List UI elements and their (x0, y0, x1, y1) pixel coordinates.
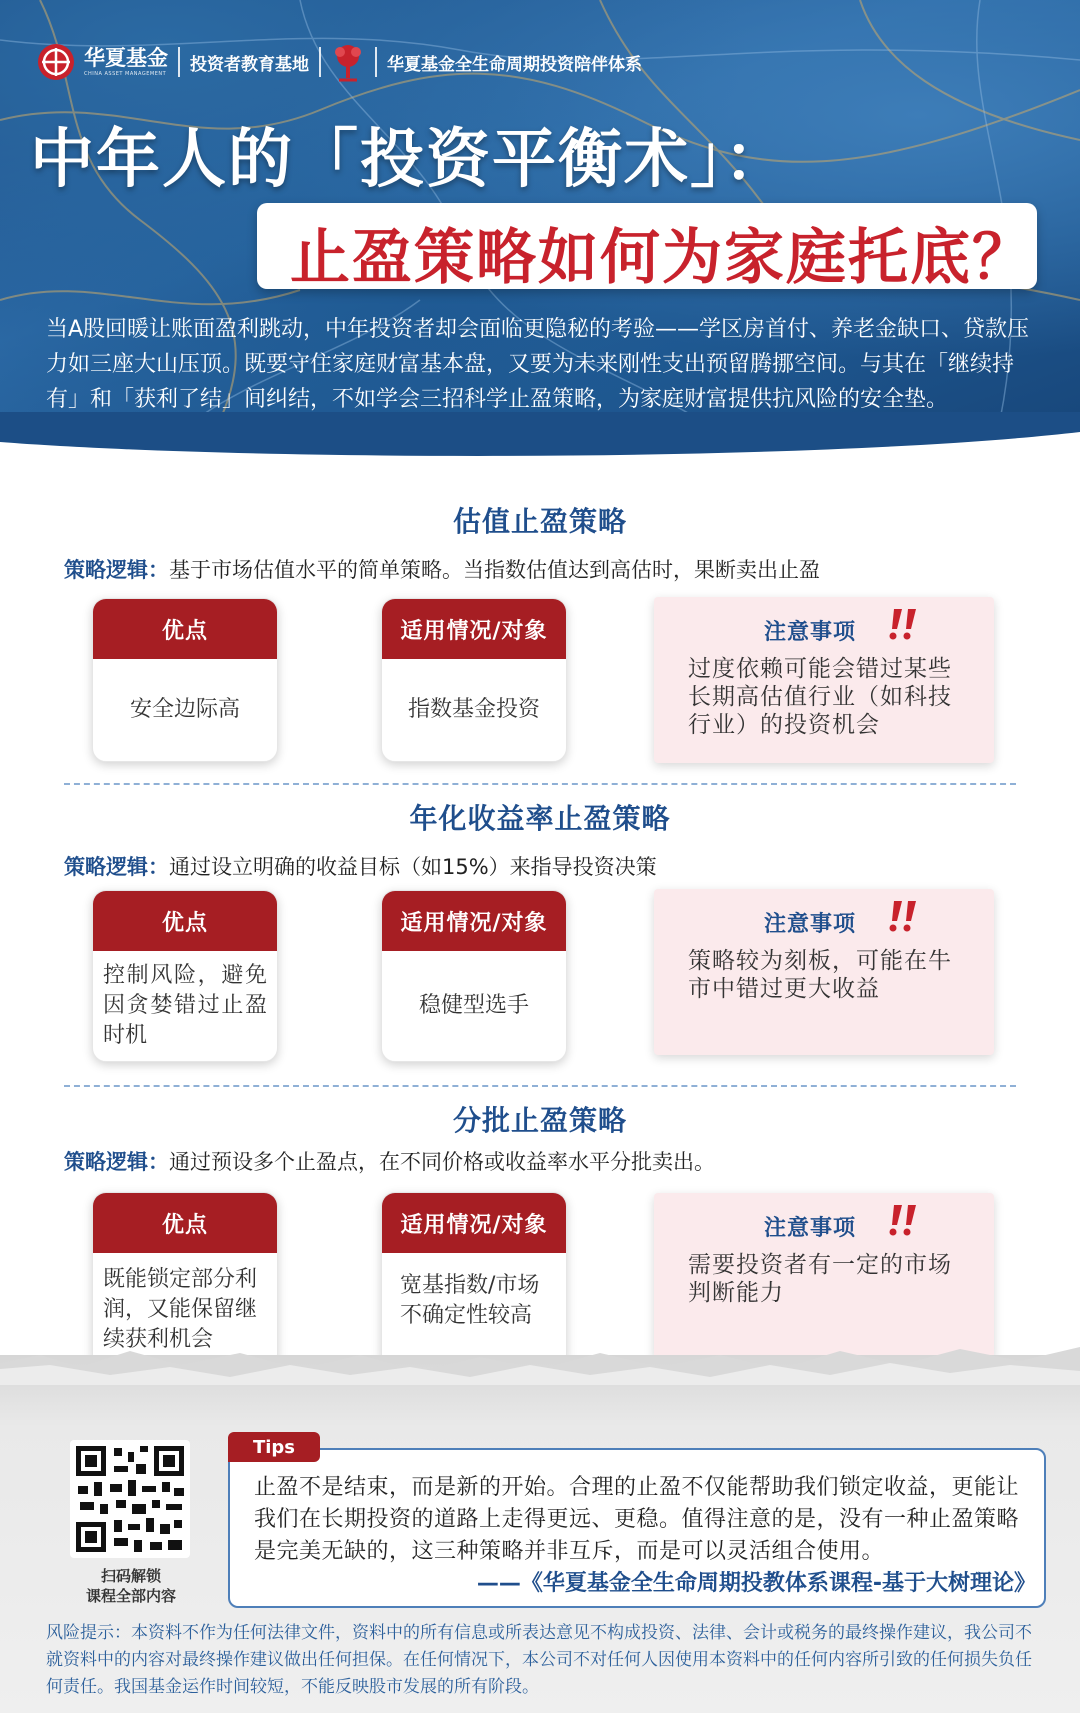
caution-text: 需要投资者有一定的市场判断能力 (688, 1252, 952, 1306)
hero-banner (0, 0, 1080, 460)
pros-text: 安全边际高 (129, 697, 240, 722)
qr-code-image (70, 1440, 190, 1558)
qr-code[interactable] (70, 1440, 190, 1558)
caution-header: 注意事项 (764, 912, 857, 937)
qr-caption: 扫码解锁 课程全部内容 (85, 1567, 176, 1605)
caution-header: 注意事项 (764, 1216, 857, 1241)
strategy-logic (64, 1146, 715, 1176)
strategy-logic (64, 851, 657, 881)
fit-header: 适用情况/对象 (382, 891, 566, 951)
torn-edge (0, 1325, 1080, 1385)
fit-card (381, 598, 567, 762)
pros-text: 既能锁定部分利润，又能保留继续获利机会 (103, 1267, 258, 1352)
title-line-2: 止盈策略如何为家庭托底？ (290, 223, 1034, 293)
brand-name: 华夏基金 (84, 45, 168, 70)
section-divider (64, 1085, 1016, 1087)
pros-header: 优点 (93, 1193, 277, 1253)
caution-text: 过度依赖可能会错过某些长期高估值行业（如科技行业）的投资机会 (688, 656, 952, 738)
brand-name-group (76, 45, 168, 77)
tips-signature: ——《华夏基金全生命周期投教体系课程-基于大树理论》 (476, 1571, 1036, 1596)
investor-education-base-label: 投资者教育基地 (190, 54, 309, 75)
logic-key: 策略逻辑： (64, 855, 169, 879)
hero-bottom-curve (0, 412, 1080, 472)
caution-card (654, 597, 994, 763)
double-exclamation-icon (884, 1201, 920, 1241)
tips-text: 止盈不是结束，而是新的开始。合理的止盈不仅能帮助我们锁定收益，更能让我们在长期投资的道路上走得更远、更稳。值得注意的是，没有一种止盈策略是完美无缺的，这三种策略并非互斥，而是可以灵活组合使用。 (254, 1475, 1020, 1564)
fit-text: 宽基指数/市场不确定性较高 (400, 1273, 540, 1328)
section-title: 分批止盈策略 (452, 1104, 627, 1137)
risk-disclaimer: 风险提示：本资料不作为任何法律文件，资料中的所有信息或所表达意见不构成投资、法律、会计或税务的最终操作建议，我公司不就资料中的内容对最终操作建议做出任何担保。在任何情况下，本公司不对任何人因使用本资料中的任何内容所引致的任何损失负任何责任。我国基金运作时间较短，不能反映股市发展的所有阶段。 (46, 1623, 1032, 1697)
fit-header: 适用情况/对象 (382, 599, 566, 659)
strategy-logic (64, 554, 820, 584)
fit-text: 稳健型选手 (418, 993, 529, 1018)
divider (319, 47, 321, 77)
tips-tag: Tips (228, 1432, 320, 1462)
huaxia-logo-icon (36, 42, 76, 82)
brand-row (36, 40, 642, 84)
pros-card (92, 890, 278, 1062)
brand-subtitle: CHINA ASSET MANAGEMENT (84, 70, 167, 77)
pros-header: 优点 (93, 891, 277, 951)
section-title: 年化收益率止盈策略 (409, 802, 671, 835)
intro-paragraph: 当A股回暖让账面盈利跳动，中年投资者却会面临更隐秘的考验——学区房首付、养老金缺口、贷款压力如三座大山压顶。既要守住家庭财富基本盘，又要为未来刚性支出预留腾挪空间。与其在「继续持有」和「获利了结」间纠结，不如学会三招科学止盈策略，为家庭财富提供抗风险的安全垫。 (46, 317, 1030, 412)
double-exclamation-icon (884, 605, 920, 645)
fit-card (381, 890, 567, 1062)
title-line-1: 中年人的「投资平衡术」： (30, 123, 790, 197)
tree-logo-icon (331, 42, 365, 82)
fit-header: 适用情况/对象 (382, 1193, 566, 1253)
pros-card (92, 598, 278, 762)
divider (178, 47, 180, 77)
investment-system-label: 华夏基金全生命周期投资陪伴体系 (387, 54, 642, 75)
section-divider (64, 783, 1016, 785)
logic-text: 通过设立明确的收益目标（如15%）来指导投资决策 (169, 855, 657, 879)
caution-card (654, 889, 994, 1055)
caution-header: 注意事项 (764, 620, 857, 645)
pros-header: 优点 (93, 599, 277, 659)
logic-key: 策略逻辑： (64, 558, 169, 582)
pros-text: 控制风险，避免因贪婪错过止盈时机 (103, 963, 267, 1048)
logic-key: 策略逻辑： (64, 1150, 169, 1174)
fit-text: 指数基金投资 (407, 697, 540, 722)
caution-text: 策略较为刻板，可能在牛市中错过更大收益 (688, 948, 952, 1002)
section-title: 估值止盈策略 (452, 505, 627, 538)
logic-text: 基于市场估值水平的简单策略。当指数估值达到高估时，果断卖出止盈 (169, 558, 820, 582)
divider (375, 47, 377, 77)
logic-text: 通过预设多个止盈点，在不同价格或收益率水平分批卖出。 (169, 1150, 715, 1174)
double-exclamation-icon (884, 897, 920, 937)
